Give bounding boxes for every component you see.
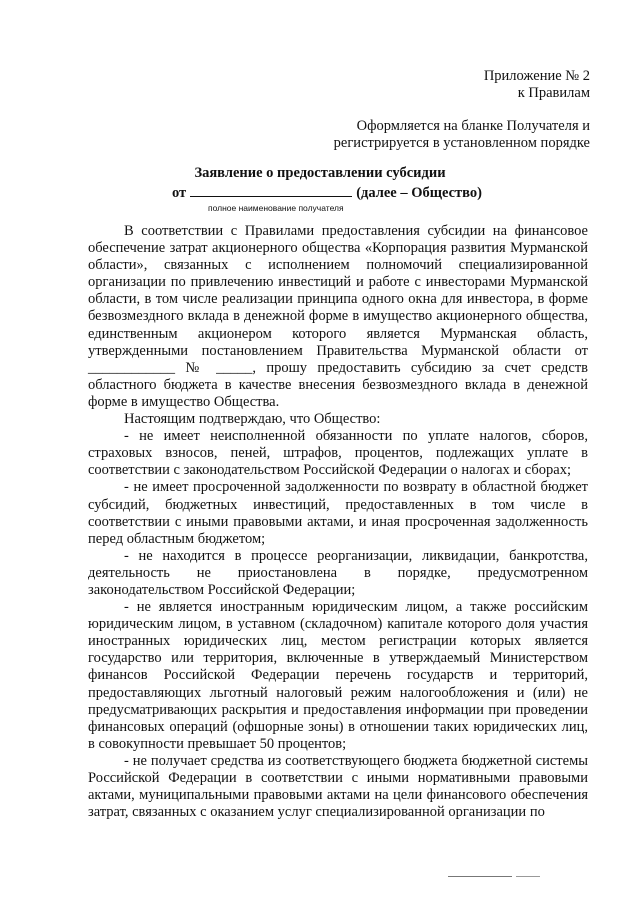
attachment-target: к Правилам xyxy=(517,85,590,101)
document-title: Заявление о предоставлении субсидии xyxy=(194,165,446,181)
list-item: - не имеет просроченной задолженности по возврату в областной бюджет субсидий, бюджетных инвестиций, предоставленных в том числе в соответствии с иными правовыми актами, и иная просроченная задолженность перед областным бюджетом; xyxy=(88,479,588,547)
list-item: - не находится в процессе реорганизации, ликвидации, банкротства, деятельность не приостановлена в порядке, предусмотренном законодательством Российской Федерации; xyxy=(88,547,588,598)
registration-note-line2: регистрируется в установленном порядке xyxy=(333,135,590,151)
paragraph-confirmation: Настоящим подтверждаю, что Общество: xyxy=(124,411,381,428)
applicant-prefix: от xyxy=(172,185,187,201)
registration-note-line1: Оформляется на бланке Получателя и xyxy=(356,118,590,134)
applicant-name-caption: полное наименование получателя xyxy=(208,203,344,213)
list-item: - не получает средства из соответствующего бюджета бюджетной системы Российской Федерации в соответствии с иными нормативными правовыми актами, муниципальными правовыми актами на цели финансового обеспечения затрат, связанных с оказанием услуг специализированной организации по xyxy=(88,752,588,821)
list-item: - не является иностранным юридическим лицом, а также российским юридическим лицом, в уставном (складочном) капитале которого доля участия иностранных юридических лиц, местом регистрации которых является государство или территория, включенные в утверждаемый Министерством финансов Российской Федерации перечень государств и территорий, предоставляющих льготный налоговый режим налогообложения и (или) не предусматривающих раскрытия и предоставления информации при проведении финансовых операций (офшорные зоны) в отношении таких юридических лиц, в совокупности превышает 50 процентов; xyxy=(88,599,588,752)
list-item: - не имеет неисполненной обязанности по уплате налогов, сборов, страховых взносов, пеней, штрафов, процентов, подлежащих уплате в соответствии с законодательством Российской Федерации о налогах и сборах; xyxy=(88,428,588,479)
footer-scan-mark xyxy=(448,876,512,877)
applicant-suffix: (далее – Общество) xyxy=(356,185,482,201)
applicant-line xyxy=(172,184,482,202)
footer-scan-mark xyxy=(516,876,540,877)
document-body xyxy=(88,223,588,821)
attachment-number: Приложение № 2 xyxy=(483,68,590,84)
paragraph-intro: В соответствии с Правилами предоставления субсидии на финансовое обеспечение затрат акционерного общества «Корпорация развития Мурманской области», связанных с исполнением полномочий специализированной организации по привлечению инвестиций и работе с инвесторами Мурманской области, в том числе реализации принципа одного окна для инвестора, в форме безвозмездного вклада в денежной форме в имущество акционерного общества, единственным акционером которого является Мурманская область, утвержденными постановлением Правительства Мурманской области от ____________ № _____, прошу предоставить субсидию за счет средств областного бюджета в качестве внесения безвозмездного вклада в денежной форме в имущество Общества. xyxy=(88,223,588,410)
registration-note xyxy=(334,118,590,152)
attachment-reference xyxy=(484,68,590,102)
applicant-name-blank xyxy=(190,184,352,197)
